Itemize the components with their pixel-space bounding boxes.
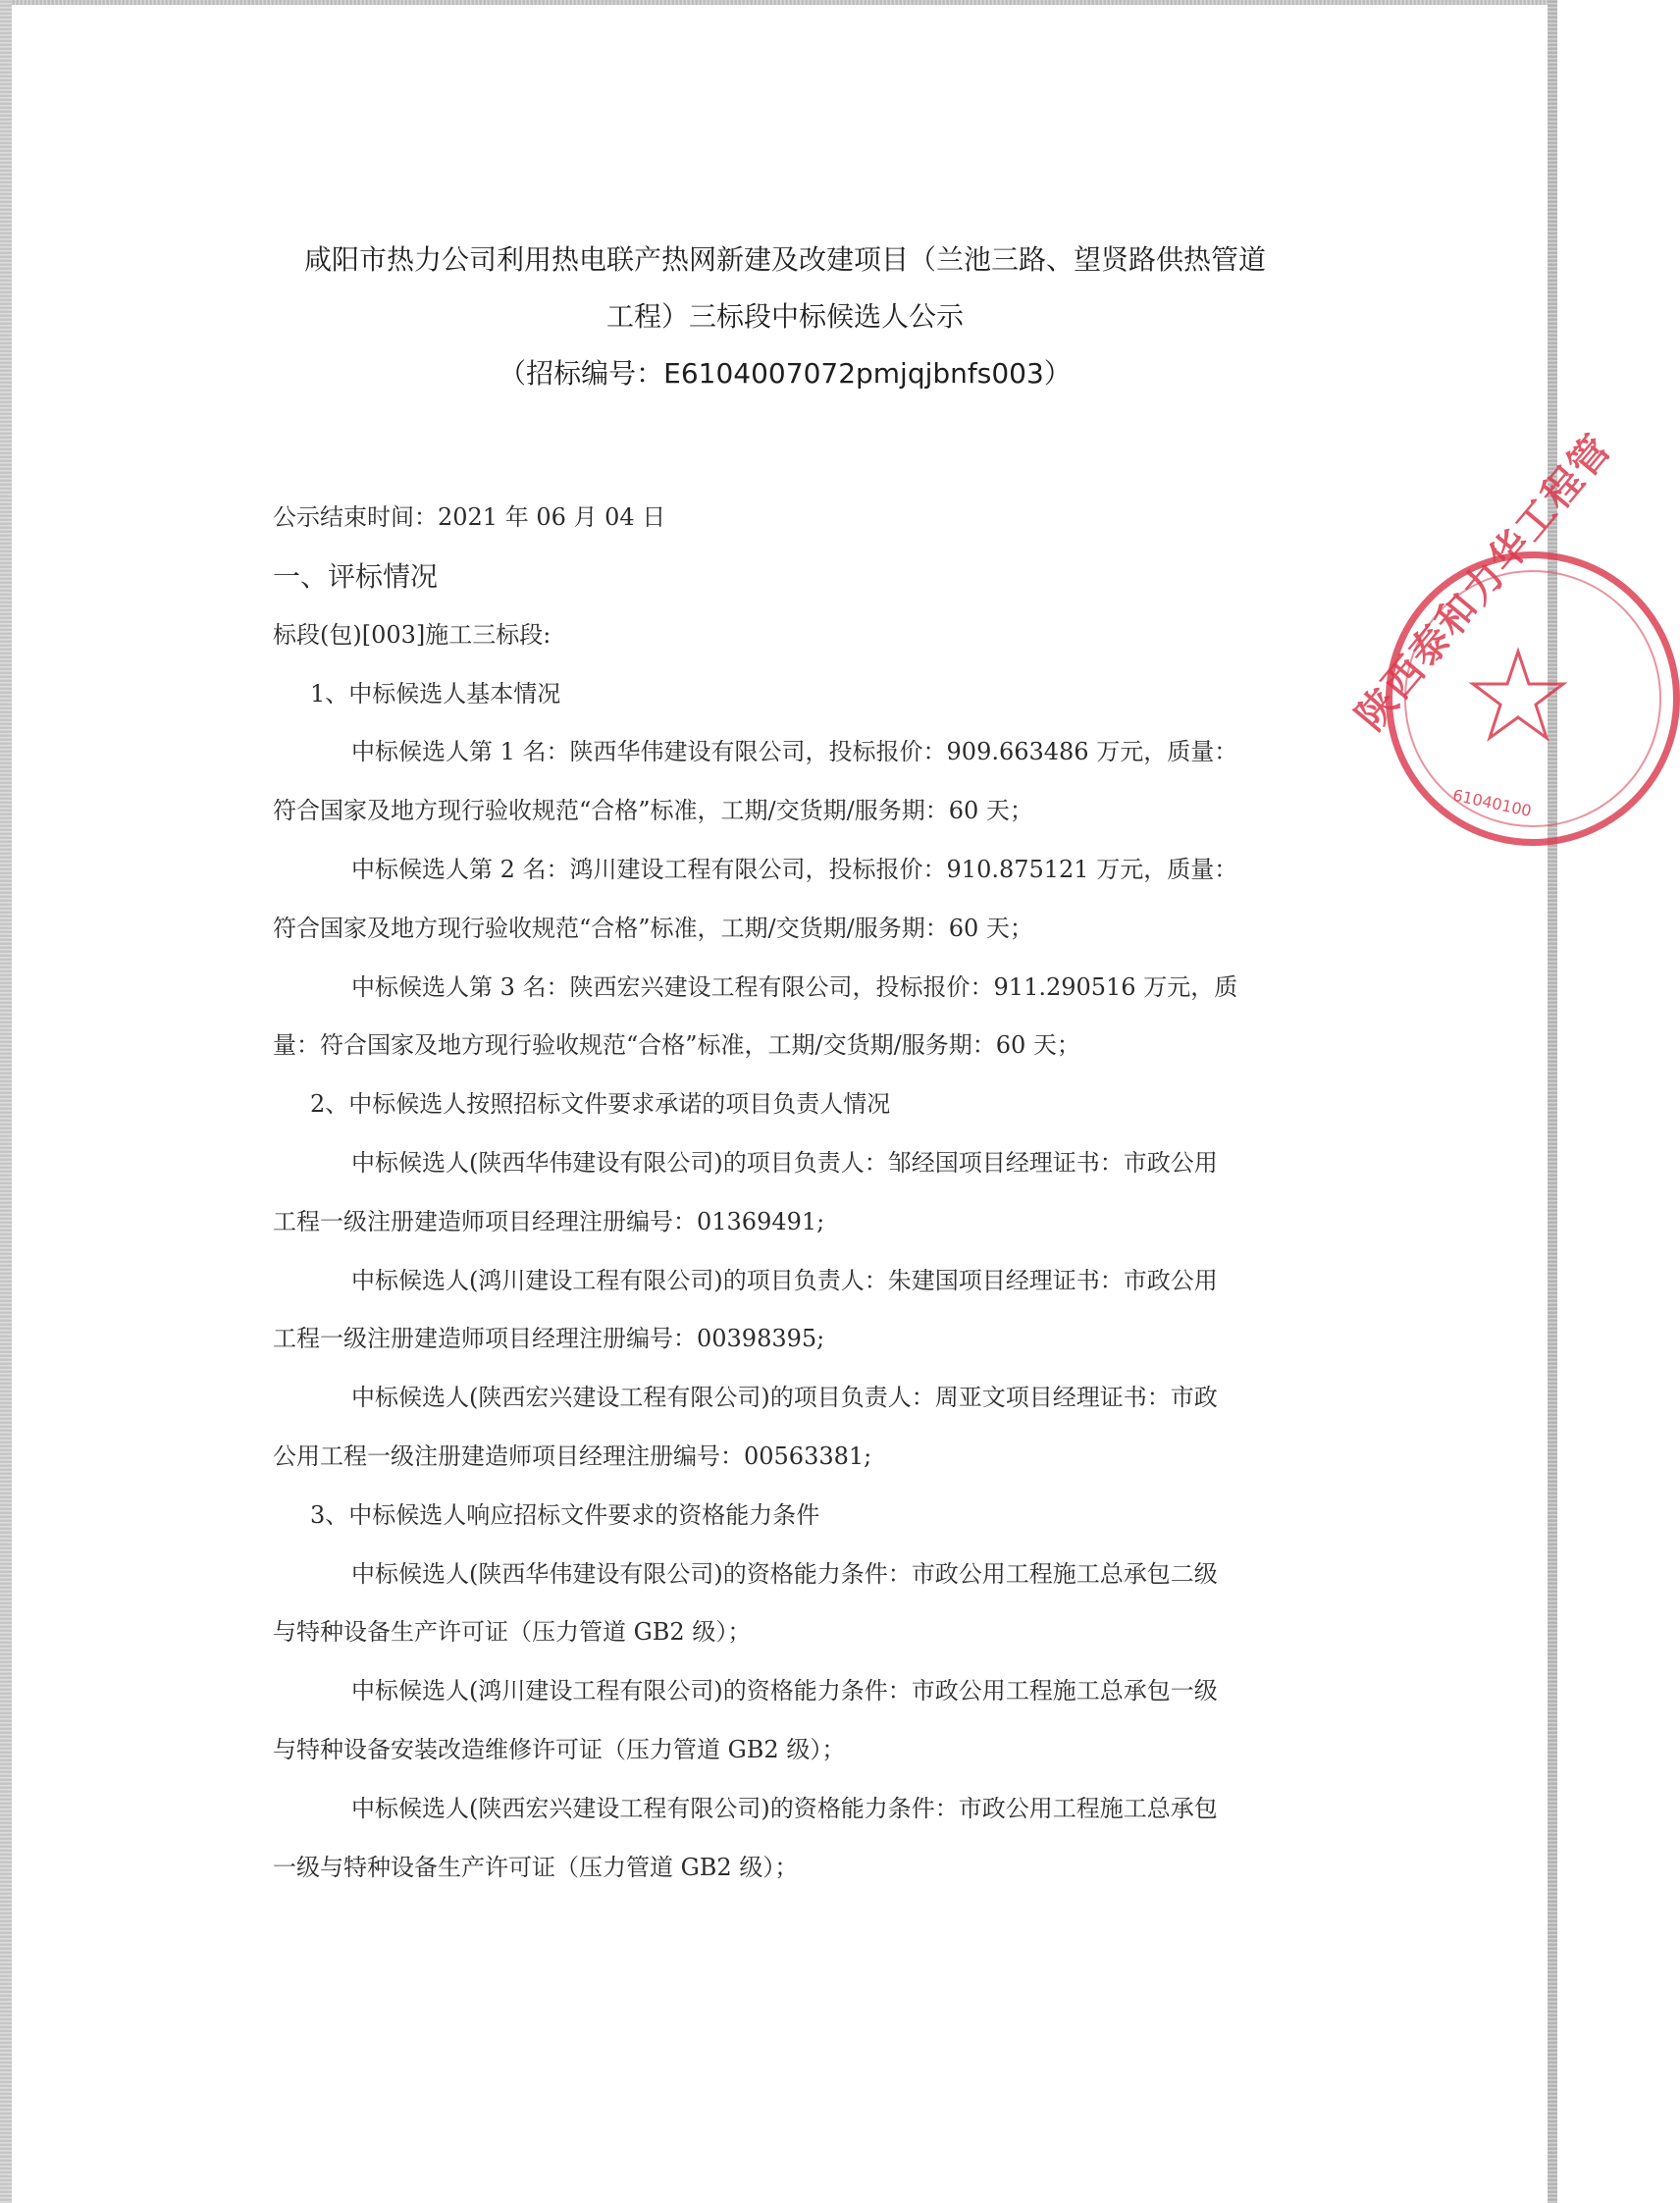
qualification-3-line-1: 中标候选人(陕西宏兴建设工程有限公司)的资格能力条件：市政公用工程施工总承包 bbox=[351, 1794, 1218, 1822]
qualification-2-line-1: 中标候选人(鸿川建设工程有限公司)的资格能力条件：市政公用工程施工总承包一级 bbox=[351, 1677, 1218, 1705]
candidate-1-line-1: 中标候选人第 1 名：陕西华伟建设有限公司，投标报价：909.663486 万元，质量： bbox=[351, 738, 1238, 766]
manager-1-line-2: 工程一级注册建造师项目经理注册编号：01369491; bbox=[273, 1207, 825, 1235]
scan-edge-left bbox=[0, 0, 12, 2203]
title-line-1: 咸阳市热力公司利用热电联产热网新建及改建项目（兰池三路、望贤路供热管道 bbox=[303, 243, 1266, 276]
manager-3-line-1: 中标候选人(陕西宏兴建设工程有限公司)的项目负责人：周亚文项目经理证书：市政 bbox=[351, 1384, 1218, 1412]
scan-edge-top bbox=[0, 0, 1557, 5]
stamp-code: 61040100 bbox=[1450, 785, 1534, 821]
qualification-1-line-1: 中标候选人(陕西华伟建设有限公司)的资格能力条件：市政公用工程施工总承包二级 bbox=[351, 1559, 1218, 1588]
lot-label: 标段(包)[003]施工三标段: bbox=[273, 620, 551, 649]
qualification-3-line-2: 一级与特种设备生产许可证（压力管道 GB2 级）； bbox=[273, 1853, 799, 1881]
subsection-heading-qualifications: 3、中标候选人响应招标文件要求的资格能力条件 bbox=[310, 1500, 820, 1529]
qualification-1-line-2: 与特种设备生产许可证（压力管道 GB2 级）； bbox=[273, 1618, 752, 1647]
manager-2-line-2: 工程一级注册建造师项目经理注册编号：00398395; bbox=[273, 1325, 825, 1353]
qualification-2-line-2: 与特种设备安装改造维修许可证（压力管道 GB2 级）； bbox=[273, 1735, 846, 1763]
subsection-heading-candidates: 1、中标候选人基本情况 bbox=[310, 679, 561, 708]
stamp-text: 陕西泰和力华工程管 bbox=[1347, 426, 1621, 740]
candidate-3-line-2: 量：符合国家及地方现行验收规范“合格”标准，工期/交货期/服务期：60 天； bbox=[273, 1031, 1080, 1060]
manager-1-line-1: 中标候选人(陕西华伟建设有限公司)的项目负责人：邹经国项目经理证书：市政公用 bbox=[351, 1148, 1218, 1177]
section-heading-evaluation: 一、评标情况 bbox=[273, 559, 439, 593]
company-seal-stamp bbox=[1347, 426, 1680, 846]
candidate-3-line-1: 中标候选人第 3 名：陕西宏兴建设工程有限公司，投标报价：911.290516 万元，质 bbox=[351, 972, 1238, 1001]
scan-edge-right bbox=[1548, 0, 1557, 2203]
candidate-2-line-1: 中标候选人第 2 名：鸿川建设工程有限公司，投标报价：910.875121 万元，质量： bbox=[351, 855, 1238, 883]
subsection-heading-project-managers: 2、中标候选人按照招标文件要求承诺的项目负责人情况 bbox=[310, 1090, 891, 1119]
candidate-1-line-2: 符合国家及地方现行验收规范“合格”标准，工期/交货期/服务期：60 天； bbox=[273, 797, 1033, 825]
notice-end-date: 公示结束时间：2021 年 06 月 04 日 bbox=[273, 503, 666, 531]
document-body bbox=[273, 489, 1311, 1897]
document-title bbox=[265, 232, 1305, 402]
title-line-3: （招标编号：E6104007072pmjqjbnfs003） bbox=[499, 357, 1072, 390]
star-icon bbox=[1469, 647, 1567, 745]
manager-3-line-2: 公用工程一级注册建造师项目经理注册编号：00563381; bbox=[273, 1442, 872, 1470]
candidate-2-line-2: 符合国家及地方现行验收规范“合格”标准，工期/交货期/服务期：60 天； bbox=[273, 914, 1033, 942]
title-line-2: 工程）三标段中标候选人公示 bbox=[605, 300, 964, 333]
manager-2-line-1: 中标候选人(鸿川建设工程有限公司)的项目负责人：朱建国项目经理证书：市政公用 bbox=[351, 1266, 1218, 1294]
